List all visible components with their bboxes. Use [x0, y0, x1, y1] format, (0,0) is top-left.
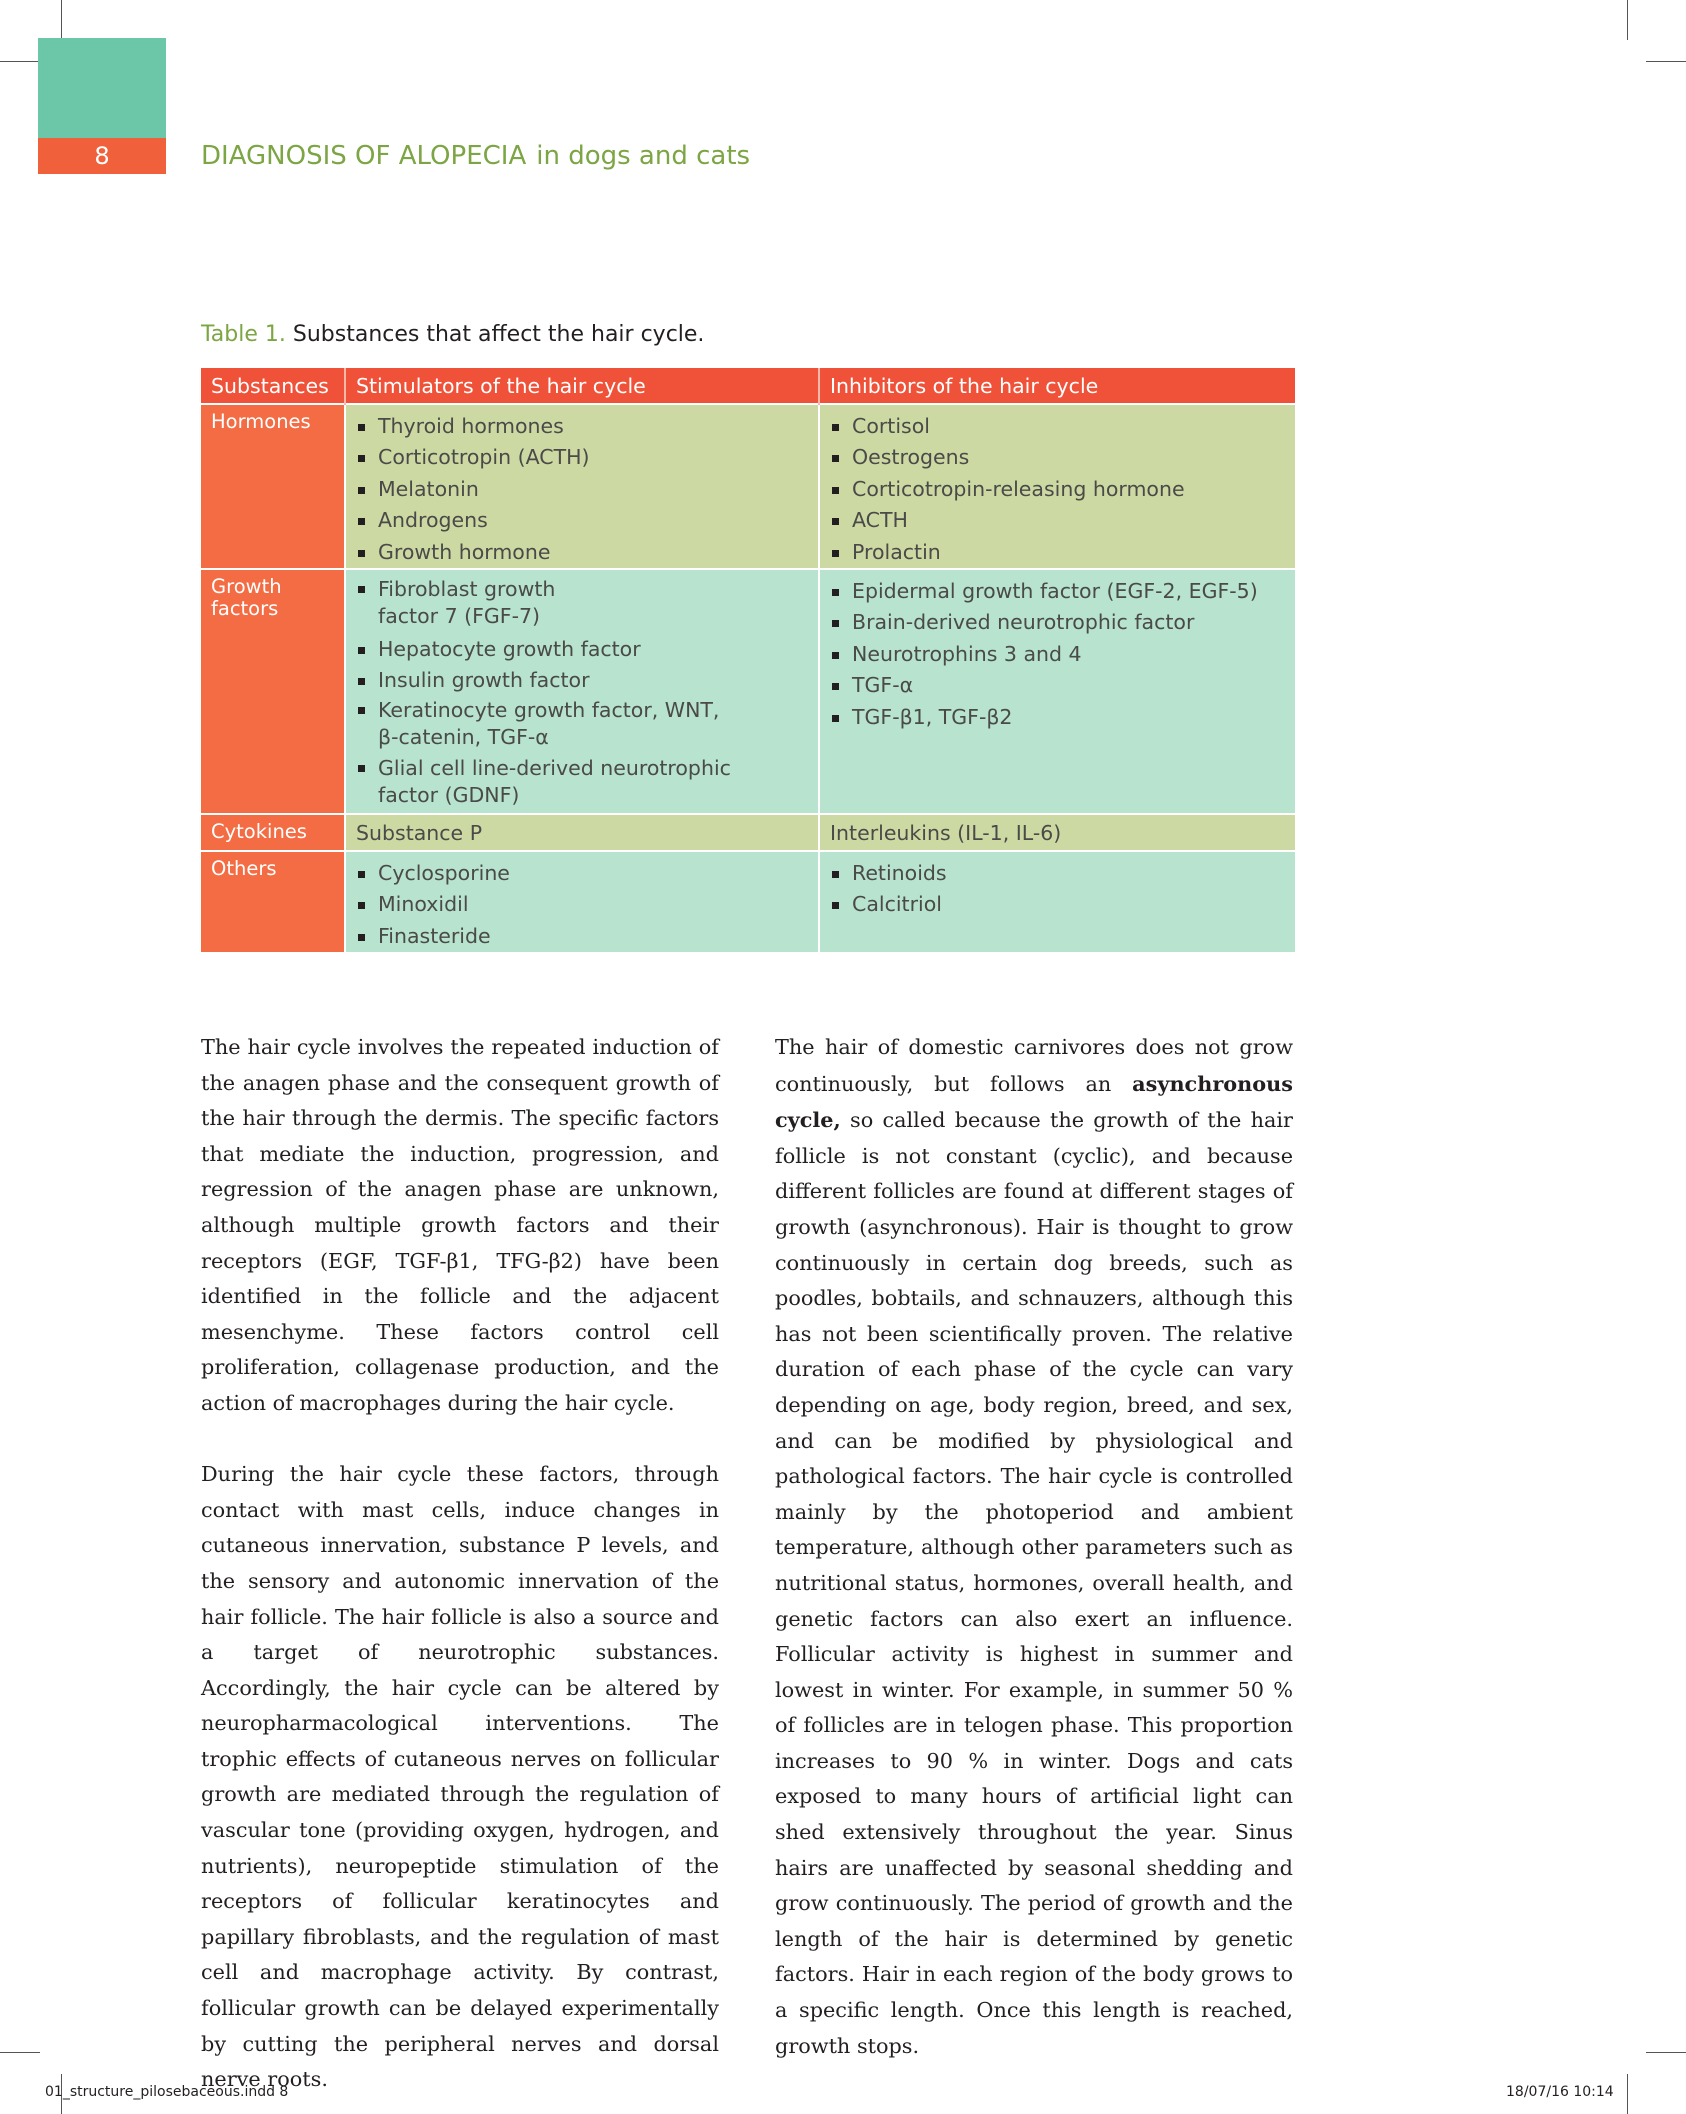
table-row: [201, 851, 1295, 953]
column-header: Substances: [201, 368, 345, 404]
list-item: Corticotropin-releasing hormone: [830, 474, 1295, 505]
running-head-subtitle: in dogs and cats: [536, 141, 751, 171]
stimulators-cell: [345, 851, 819, 953]
page-tab-decoration: [38, 38, 166, 138]
table-row: [201, 404, 1295, 569]
running-head-title: DIAGNOSIS OF ALOPECIA: [201, 141, 527, 171]
list-item: Neurotrophins 3 and 4: [830, 639, 1295, 670]
list-item: Growth hormone: [356, 537, 818, 568]
column-header: Stimulators of the hair cycle: [345, 368, 819, 404]
list-item: Oestrogens: [830, 442, 1295, 473]
list-item: TGF-α: [830, 670, 1295, 701]
list-item: Prolactin: [830, 537, 1295, 568]
row-category: Growth factors: [201, 569, 345, 814]
list-item: TGF-β1, TGF-β2: [830, 702, 1295, 733]
slug-date: 18/07/16 10:14: [1506, 2084, 1614, 2100]
list-item: Melatonin: [356, 474, 818, 505]
list-item: Calcitriol: [830, 889, 1295, 920]
body-paragraph: During the hair cycle these factors, through contact with mast cells, induce changes in cutaneous innervation, substance P levels, and the sensory and autonomic innervation of the hair follicle. The hair follicle is also a source and a target of neurotrophic substances. Accordingly, the hair cycle can be altered by neuropharmacological interventions. The trophic effects of cutaneous nerves on follicular growth are mediated through the regulation of vascular tone (providing oxygen, hydrogen, and nutrients), neuropeptide stimulation of the receptors of follicular keratinocytes and papillary fibroblasts, and the regulation of mast cell and macrophage activity. By contrast, follicular growth can be delayed experimentally by cutting the peripheral nerves and dorsal nerve roots.: [201, 1462, 719, 2092]
crop-mark: [1646, 61, 1686, 62]
column-header: Inhibitors of the hair cycle: [819, 368, 1295, 404]
inhibitors-cell: Interleukins (IL-1, IL-6): [819, 814, 1295, 851]
stimulators-cell: Substance P: [345, 814, 819, 851]
body-paragraph: [775, 1030, 1293, 2064]
list-item: Finasteride: [356, 921, 818, 952]
list-item: Cyclosporine: [356, 858, 818, 889]
list-item: Brain-derived neurotrophic factor: [830, 607, 1295, 638]
list-item: Retinoids: [830, 858, 1295, 889]
list-item: Minoxidil: [356, 889, 818, 920]
running-head: [201, 140, 750, 172]
page-number: 8: [38, 138, 166, 174]
inhibitors-cell: [819, 851, 1295, 953]
table-header-row: [201, 368, 1295, 404]
substances-table: [201, 368, 1295, 954]
list-item: ACTH: [830, 505, 1295, 536]
stimulators-cell: [345, 569, 819, 814]
crop-mark: [1646, 2052, 1686, 2053]
list-item: Androgens: [356, 505, 818, 536]
table-caption-label: Table 1.: [201, 322, 286, 347]
body-text: so called because the growth of the hair follicle is not constant (cyclic), and because different follicles are found at different stages of growth (asynchronous). Hair is thought to grow continuously in certain dog breeds, such as poodles, bobtails, and schnauzers, although this has not been scientifically proven. The relative duration of each phase of the cycle can vary depending on age, body region, breed, and sex, and can be modified by physiological and pathological factors. The hair cycle is controlled mainly by the photoperiod and ambient temperature, although other parameters such as nutritional status, hormones, overall health, and genetic factors can also exert an influence. Follicular activity is highest in summer and lowest in winter. For example, in summer 50 % of follicles are in telogen phase. This proportion increases to 90 % in winter. Dogs and cats exposed to many hours of artificial light can shed extensively throughout the year. Sinus hairs are unaffected by seasonal shedding and grow continuously. The period of growth and the length of the hair is determined by genetic factors. Hair in each region of the body grows to a specific length. Once this length is reached, growth stops.: [775, 1108, 1293, 2058]
table-row: [201, 569, 1295, 814]
row-category: Hormones: [201, 404, 345, 569]
inhibitors-cell: [819, 404, 1295, 569]
list-item: Fibroblast growth factor 7 (FGF-7): [356, 576, 818, 630]
row-category: Cytokines: [201, 814, 345, 851]
body-column-right: [775, 1030, 1293, 2064]
inhibitors-cell: [819, 569, 1295, 814]
list-item: Corticotropin (ACTH): [356, 442, 818, 473]
crop-mark: [0, 61, 40, 62]
list-item: Thyroid hormones: [356, 411, 818, 442]
body-paragraph: The hair cycle involves the repeated induction of the anagen phase and the consequent growth of the hair through the dermis. The specific factors that mediate the induction, progression, and regression of the anagen phase are unknown, although multiple growth factors and their receptors (EGF, TGF-β1, TFG-β2) have been identified in the follicle and the adjacent mesenchyme. These factors control cell proliferation, collagenase production, and the action of macrophages during the hair cycle.: [201, 1035, 719, 1415]
emphasis-text: asynchronous cycle,: [775, 1070, 1293, 1133]
list-item: Hepatocyte growth factor: [356, 634, 818, 665]
list-item: Keratinocyte growth factor, WNT, β-catenin, TGF-α: [356, 697, 818, 751]
row-category: Others: [201, 851, 345, 953]
crop-mark: [1627, 2074, 1628, 2114]
list-item: Insulin growth factor: [356, 665, 818, 696]
list-item: Glial cell line-derived neurotrophic factor (GDNF): [356, 755, 818, 809]
body-text: The hair of domestic carnivores does not grow continuously, but follows an: [775, 1035, 1293, 1096]
stimulators-cell: [345, 404, 819, 569]
crop-mark: [61, 0, 62, 40]
table-caption-text: Substances that affect the hair cycle.: [292, 322, 705, 347]
crop-mark: [1627, 0, 1628, 40]
table-caption: [201, 320, 704, 350]
body-column-left: [201, 1030, 719, 2098]
list-item: Epidermal growth factor (EGF-2, EGF-5): [830, 576, 1295, 607]
crop-mark: [0, 2052, 40, 2053]
slug-filename: 01_structure_pilosebaceous.indd 8: [45, 2084, 289, 2100]
table-row: [201, 814, 1295, 851]
list-item: Cortisol: [830, 411, 1295, 442]
